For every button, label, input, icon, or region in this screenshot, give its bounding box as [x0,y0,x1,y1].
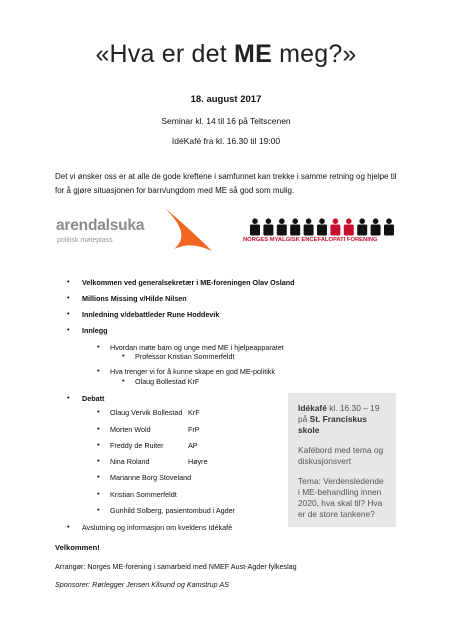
debatt-party: KrF [188,408,200,417]
arendalsuka-logo-name: arendalsuka [56,217,145,234]
person-figure-icon [344,218,354,235]
sponsors-text: Sponsorer: Rørlegger Jensen Kilsund og Kamstrup AS [55,580,229,589]
page-title: «Hva er det ME meg?» [95,40,357,68]
nmef-logo-name: NORGES MYALGISK ENCEFALOPATI FORENING [243,237,378,243]
agenda-subitem: Hva trenger vi for å kunne skape en god ME-politikk [110,367,275,376]
agenda-item: Debatt [82,394,105,403]
debatt-participant: Olaug Vervik Bollestad [110,408,183,417]
debatt-party: AP [188,441,198,450]
debatt-participant: Morten Wold [110,425,151,434]
person-figure-icon [357,218,367,235]
person-figure-icon [304,218,314,235]
nmef-logo [243,218,403,252]
event-date: 18. august 2017 [190,94,262,105]
people-row-icon [246,218,396,236]
person-figure-icon [330,218,340,235]
arendalsuka-logo [50,205,215,255]
arendalsuka-wing-icon [162,205,214,255]
person-figure-icon [317,218,327,235]
debatt-participant: Kristian Sommerfeldt [110,490,177,499]
debatt-party: Høyre [188,457,208,466]
agenda-speaker: Professor Kristian Sommerfeldt [135,352,235,361]
agenda-speaker: Olaug Bollestad KrF [135,377,200,386]
debatt-participant: Nina Roland [110,457,150,466]
debatt-participant: Gunhild Solberg, pasientombud i Agder [110,506,236,515]
person-figure-icon [371,218,381,235]
debatt-participant: Marianne Borg Stoveland [110,473,192,482]
debatt-party: FrP [188,425,200,434]
idekafe-box-desc: Kafébord med tema og diskusjonsvert [298,445,384,466]
seminar-time: Seminar kl. 14 til 16 på Teltscenen [161,116,291,126]
arendalsuka-logo-sub: politisk møteplass [57,237,113,244]
agenda-item: Velkommen ved generalsekretær i ME-foreningen Olav Osland [82,278,295,287]
person-figure-icon [263,218,273,235]
person-figure-icon [250,218,260,235]
welcome-text: Velkommen! [55,543,100,552]
idekafe-box: Idékafé kl. 16.30 – 19 på St. Franciskus skole Kafébord med tema og diskusjonsvert Tema: Verdensledende i ME-behandling innen 2020, hva skal til? Hva er de store tankene? [288,393,396,527]
person-figure-icon [384,218,394,235]
organizer-text: Arrangør: Norges ME-forening i samarbeid med NMEF Aust-Agder fylkeslag [55,562,297,571]
agenda-item: Innlegg [82,326,108,335]
person-figure-icon [277,218,287,235]
agenda-item: Innledning v/debattleder Rune Hoddevik [82,310,220,319]
intro-paragraph: Det vi ønsker oss er at alle de gode kreftene i samfunnet kan trekke i samme retning og hjelpe til for å gjøre situasjonen for barn/ungdom med ME så god som mulig. [55,172,397,195]
agenda-subitem: Hvordan møte barn og unge med ME i hjelpeapparatet [110,343,284,352]
person-figure-icon [290,218,300,235]
idekafe-time: IdéKafé fra kl. 16.30 til 19:00 [171,136,281,146]
idekafe-box-theme: Tema: Verdensledende i ME-behandling innen 2020, hva skal til? Hva er de store tankene? [298,476,384,519]
agenda-item: Millions Missing v/Hilde Nilsen [82,294,187,303]
agenda-item: Avslutning og informasjon om kveldens Idékafé [82,523,233,532]
debatt-participant: Freddy de Ruiter [110,441,164,450]
